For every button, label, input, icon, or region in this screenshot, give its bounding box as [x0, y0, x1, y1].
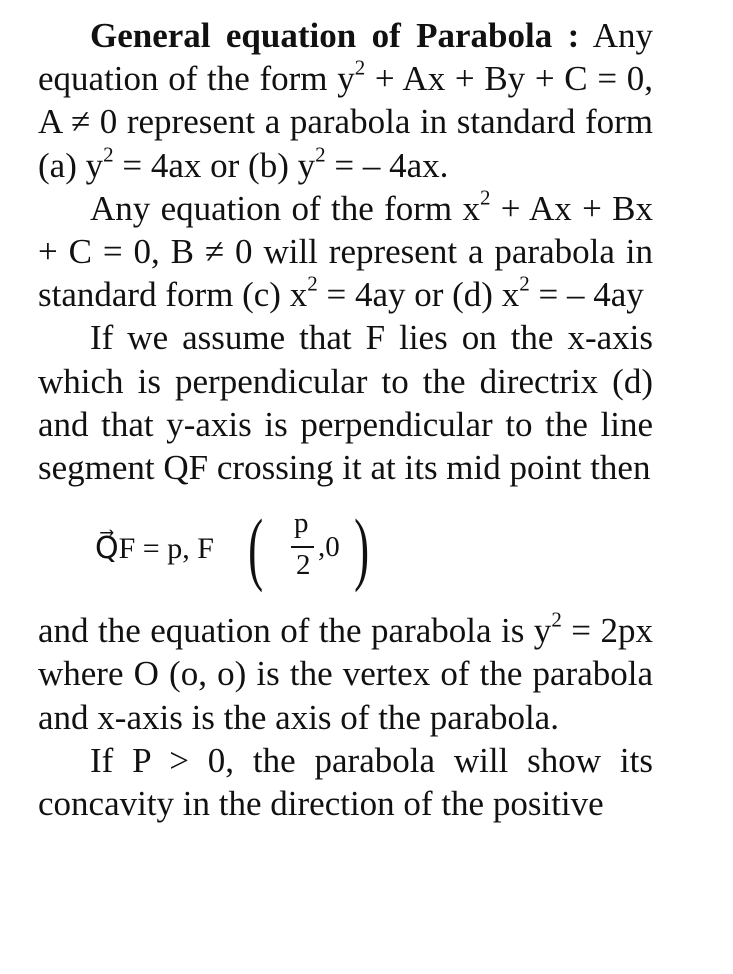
- text-run: + Ax + Bx + C = 0, B ≠ 0 will represent a parabola in standard form (c) x: [38, 188, 653, 315]
- section-heading: General equation of Parabola :: [90, 16, 580, 55]
- paragraph-assumption: If we assume that F lies on the x-axis which is perpendicular to the directrix (d) and that y-axis is perpendicular to the line segment QF crossing it at its mid point then: [38, 318, 653, 488]
- paragraph-general-equation: [38, 14, 653, 187]
- text-run: Any equation of the form x: [90, 188, 480, 228]
- paragraph-concavity: If P > 0, the parabola will show its concavity in the direction of the positive: [38, 740, 653, 824]
- text-run: = – 4ay: [529, 275, 644, 315]
- text-run: + Ax + By + C = 0, A ≠ 0 represent a parabola in standard form (a) y: [38, 59, 653, 185]
- paragraph-x-squared-form: [38, 187, 653, 317]
- text-run: and the equation of the parabola is y: [38, 611, 552, 651]
- text-run: = 2px where O (o, o) is the vertex of the parabola and x-axis is the axis of the parabola.: [38, 611, 653, 737]
- superscript: 2: [479, 185, 491, 210]
- text-run: = 4ay or (d) x: [317, 275, 520, 315]
- superscript: 2: [354, 55, 366, 80]
- formula-qf: [38, 489, 653, 609]
- text-run: = 4ax or (b) y: [113, 145, 316, 185]
- formula-numerator: p: [294, 507, 309, 540]
- fraction-bar: [291, 546, 314, 548]
- text-run: Any equation of the form y: [38, 16, 653, 99]
- superscript: 2: [551, 607, 562, 632]
- superscript: 2: [103, 141, 114, 166]
- superscript: 2: [315, 141, 326, 166]
- paragraph-parabola-equation: [38, 609, 653, 739]
- formula-close-paren: ): [354, 502, 370, 594]
- superscript: 2: [307, 271, 318, 296]
- formula-tail: ,0: [318, 531, 340, 564]
- formula-denominator: 2: [296, 549, 311, 582]
- formula-lhs: Q⃗F = p, F: [95, 532, 214, 566]
- text-run: = – 4ax.: [325, 145, 449, 185]
- superscript: 2: [519, 271, 530, 296]
- formula-open-paren: (: [248, 502, 264, 594]
